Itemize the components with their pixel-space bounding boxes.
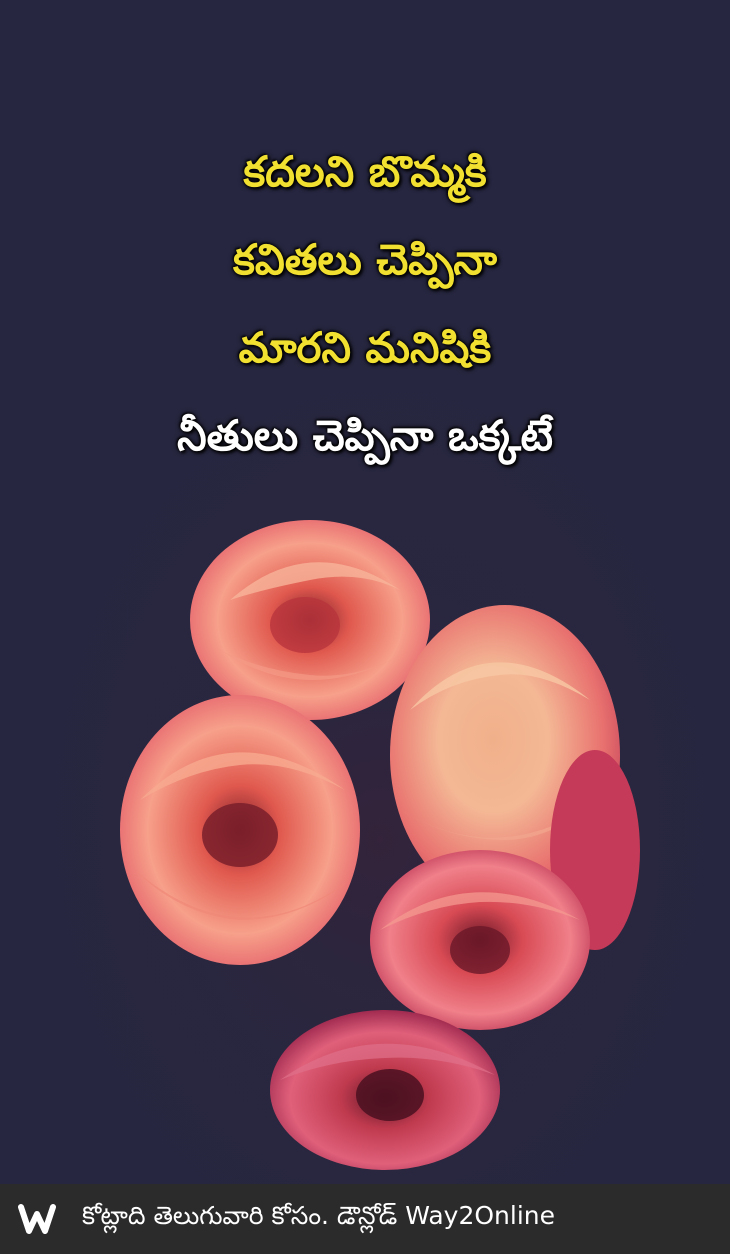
rose-left bbox=[120, 695, 360, 965]
quote-text-block bbox=[0, 128, 730, 480]
footer-promo-text: కోట్లాది తెలుగువారి కోసం. డౌన్లోడ్ Way2Online bbox=[82, 1201, 556, 1230]
rose-bottom bbox=[270, 1010, 500, 1170]
quote-line-2: కవితలు చెప్పినా bbox=[232, 235, 498, 284]
quote-line-1: కదలని బొమ్మకి bbox=[243, 147, 487, 196]
way2online-logo-icon bbox=[18, 1200, 56, 1238]
rose-bottom-right bbox=[370, 850, 590, 1030]
quote-line-4: నీతులు చెప్పినా ఒక్కటే bbox=[177, 411, 553, 460]
rose-top-left bbox=[190, 520, 430, 720]
footer-bar[interactable] bbox=[0, 1184, 730, 1254]
quote-line-3: మారని మనిషికి bbox=[238, 323, 492, 372]
rose-bouquet-image bbox=[110, 510, 650, 1180]
